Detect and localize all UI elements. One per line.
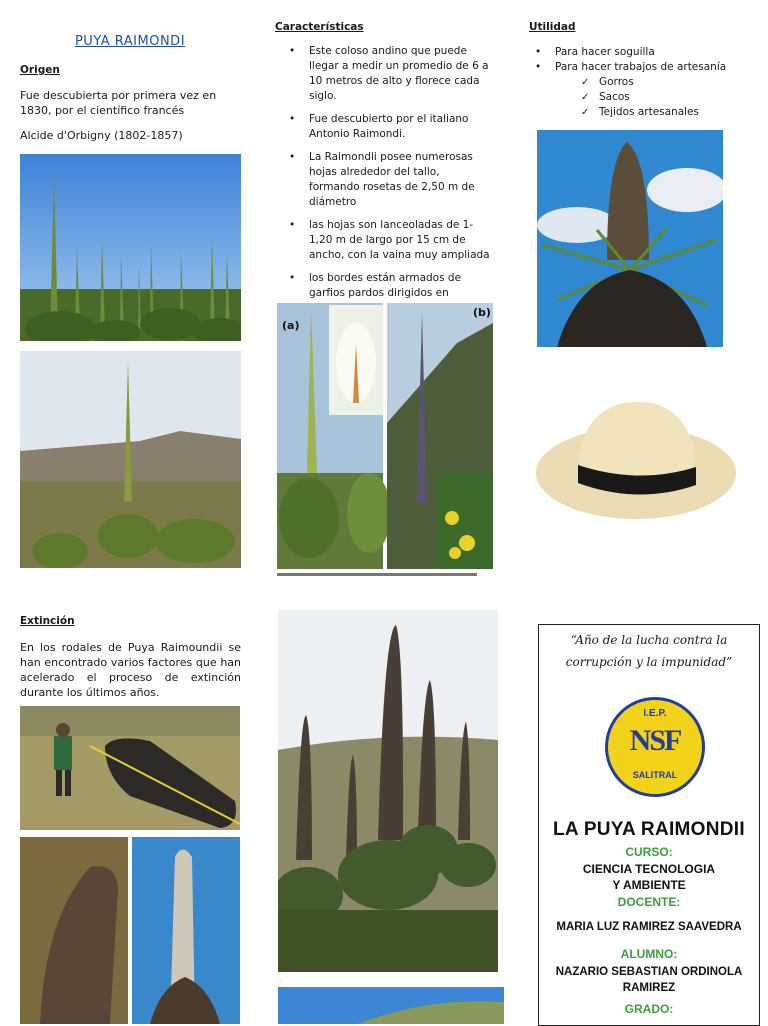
origin-heading: Origen bbox=[20, 64, 60, 76]
list-item: ✓ Sacos bbox=[581, 90, 763, 105]
cover-title: LA PUYA RAIMONDII bbox=[553, 819, 745, 840]
puya-figure bbox=[277, 303, 493, 581]
logo-monogram: NSF bbox=[629, 724, 681, 757]
curso-value: CIENCIA TECNOLOGIA Y AMBIENTE bbox=[582, 862, 716, 892]
list-item: • Fue descubierto por el italiano Antonio Raimondi. bbox=[287, 112, 493, 142]
logo-top-text: I.E.P. bbox=[643, 708, 667, 719]
list-item: • los bordes están armados de garfios pardos dirigidos en bbox=[287, 271, 493, 316]
puya-sky-photo bbox=[278, 987, 504, 1024]
list-item: • Este coloso andino que puede llegar a medir un promedio de 6 a 10 metros de alto y florece cada siglo. bbox=[287, 44, 493, 104]
utility-heading: Utilidad bbox=[529, 21, 576, 33]
characteristics-list bbox=[275, 44, 493, 316]
alumno-label: ALUMNO: bbox=[620, 947, 678, 961]
page-title: PUYA RAIMONDI bbox=[74, 34, 186, 49]
curso-label: CURSO: bbox=[625, 845, 673, 859]
utility-list bbox=[533, 45, 763, 75]
list-item: • Para hacer soguilla bbox=[533, 45, 763, 60]
fallen-trunk-photo bbox=[20, 706, 240, 830]
list-item: • Para hacer trabajos de artesanía bbox=[533, 60, 763, 75]
list-item: • La Raimondii posee numerosas hojas alrededor del tallo, formando rosetas de 2,50 m de diámetro bbox=[287, 150, 493, 210]
origin-paragraph: Fue descubierta por primera vez en 1830, por el científico francés bbox=[20, 89, 217, 117]
cover-panel bbox=[538, 624, 760, 1026]
puya-group-photo bbox=[278, 610, 498, 972]
figure-label-b: (b) bbox=[473, 306, 491, 319]
logo-bottom-text: SALITRAL bbox=[632, 770, 678, 780]
alumno-value: NAZARIO SEBASTIAN ORDINOLA RAMIREZ bbox=[555, 966, 743, 994]
utility-check-list bbox=[533, 75, 763, 120]
docente-label: DOCENTE: bbox=[617, 895, 681, 909]
characteristics-heading: Características bbox=[275, 21, 364, 33]
straw-hat-image bbox=[528, 385, 748, 555]
puya-valley-photo bbox=[20, 351, 241, 568]
puya-field-photo bbox=[20, 154, 241, 341]
figure-label-a: (a) bbox=[282, 319, 300, 332]
grado-label: GRADO: bbox=[624, 1002, 674, 1016]
burnt-trunks-photo bbox=[20, 837, 240, 1024]
list-item: • las hojas son lanceoladas de 1-1,20 m de largo por 15 cm de ancho, con la vaina muy ampliada bbox=[287, 218, 493, 263]
cover-motto: “Año de la lucha contra la corrupción y la impunidad” bbox=[565, 633, 733, 669]
list-item: ✓ Gorros bbox=[581, 75, 763, 90]
origin-author: Alcide d'Orbigny (1802-1857) bbox=[20, 129, 183, 142]
extinction-paragraph: En los rodales de Puya Raimoundii se han encontrado varios factores que han acelerado el proceso de extinción durante los últimos años. bbox=[20, 641, 241, 699]
school-logo bbox=[605, 697, 705, 797]
puya-closeup-photo bbox=[537, 130, 723, 347]
docente-value: MARIA LUZ RAMIREZ SAAVEDRA bbox=[556, 921, 742, 933]
extinction-heading: Extinción bbox=[20, 615, 75, 627]
list-item: ✓ Tejidos artesanales bbox=[581, 105, 763, 120]
